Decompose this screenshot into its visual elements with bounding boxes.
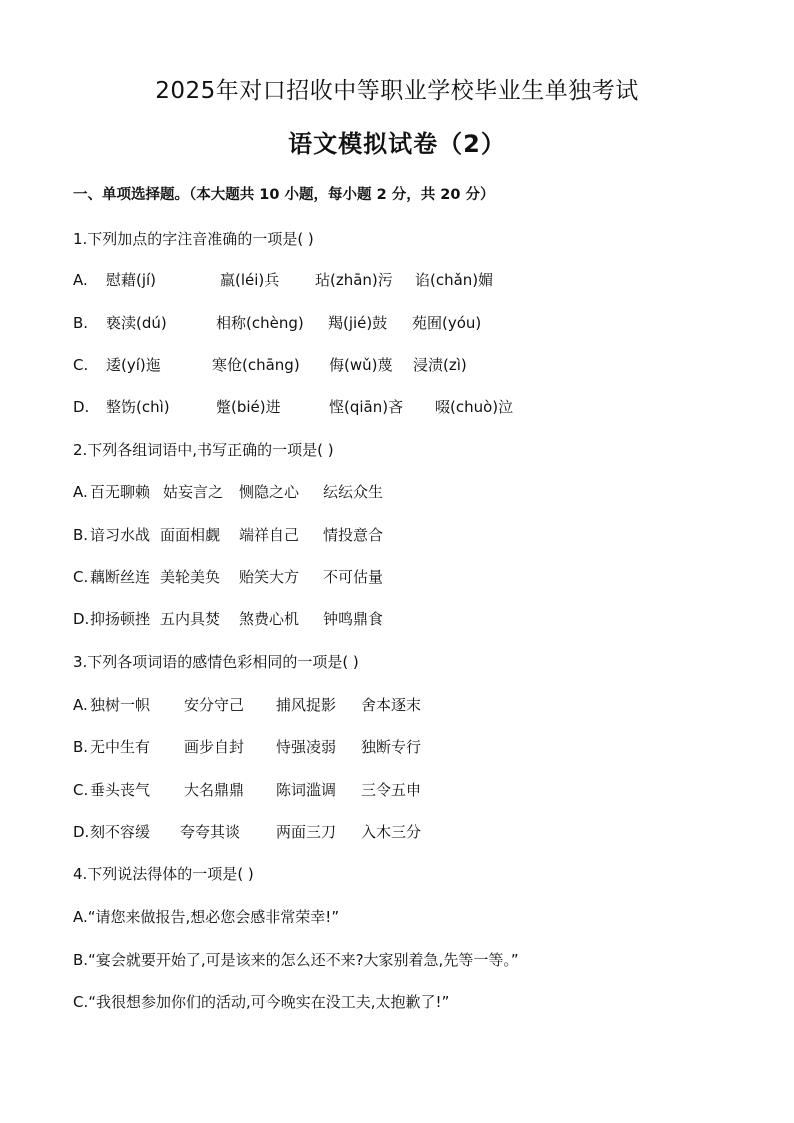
option-label: B. <box>73 738 89 756</box>
option-item: 相称(chèng) <box>216 314 304 332</box>
option-item: 情投意合 <box>323 526 384 544</box>
option-item: 安分守己 <box>184 696 245 714</box>
option-item: 钟鸣鼎食 <box>323 610 384 628</box>
option-item: 百无聊赖 <box>90 483 151 501</box>
question-1-stem: 1.下列加点的字注音准确的一项是( ) <box>73 230 314 248</box>
option-item: 蹩(bié)进 <box>216 398 281 416</box>
question-3-stem: 3.下列各项词语的感情色彩相同的一项是( ) <box>73 653 359 671</box>
option-item: 画步自封 <box>184 738 245 756</box>
option-label: A. <box>73 696 88 714</box>
option-item: 恃强凌弱 <box>276 738 337 756</box>
option-item: 不可估量 <box>323 568 384 586</box>
option-label: B. <box>73 314 89 332</box>
option-item: 两面三刀 <box>276 823 337 841</box>
option-label: A. <box>73 271 88 289</box>
option-item: 五内具焚 <box>160 610 221 628</box>
option-label: D. <box>73 398 90 416</box>
option-item: 入木三分 <box>361 823 422 841</box>
option-item: 纭纭众生 <box>323 483 384 501</box>
option-item: 大名鼎鼎 <box>184 781 245 799</box>
option-item: 姑妄言之 <box>163 483 224 501</box>
option-item: 煞费心机 <box>239 610 300 628</box>
option-item: 恻隐之心 <box>239 483 300 501</box>
option-item: 刻不容缓 <box>90 823 151 841</box>
option-item: 寒伧(chāng) <box>212 356 300 374</box>
question-4-option-c: C.“我很想参加你们的活动,可今晚实在没工夫,太抱歉了!” <box>73 993 450 1011</box>
option-item: 苑囿(yóu) <box>412 314 482 332</box>
option-label: C. <box>73 781 89 799</box>
option-item: 慰藉(jí) <box>106 271 157 289</box>
option-item: 羯(jié)鼓 <box>328 314 388 332</box>
question-1-option-c <box>73 353 467 377</box>
option-item: 啜(chuò)泣 <box>435 398 514 416</box>
question-4-stem: 4.下列说法得体的一项是( ) <box>73 865 254 883</box>
question-1-option-d <box>73 395 513 419</box>
question-3-option-a <box>73 693 421 717</box>
question-2-option-a <box>73 480 383 504</box>
option-item: 浸渍(zì) <box>413 356 467 374</box>
question-3-option-b <box>73 735 421 759</box>
option-item: 侮(wǔ)蔑 <box>329 356 393 374</box>
option-item: 垂头丧气 <box>90 781 151 799</box>
question-3-option-d <box>73 820 421 844</box>
question-4-option-a: A.“请您来做报告,想必您会感非常荣幸!” <box>73 908 340 926</box>
option-item: 舍本逐末 <box>361 696 422 714</box>
option-label: B. <box>73 526 89 544</box>
option-item: 面面相觑 <box>160 526 221 544</box>
option-item: 贻笑大方 <box>239 568 300 586</box>
option-item: 抑扬顿挫 <box>90 610 151 628</box>
question-3-option-c <box>73 778 421 802</box>
question-2-option-d <box>73 607 383 631</box>
option-item: 独树一帜 <box>90 696 151 714</box>
question-1-option-a <box>73 268 493 292</box>
option-item: 整饬(chì) <box>106 398 170 416</box>
question-2-option-c <box>73 565 383 589</box>
question-4-option-b: B.“宴会就要开始了,可是该来的怎么还不来?大家别着急,先等一等。” <box>73 951 519 969</box>
option-item: 悭(qiān)吝 <box>329 398 404 416</box>
option-item: 三令五申 <box>361 781 422 799</box>
option-item: 无中生有 <box>90 738 151 756</box>
exam-title: 2025年对口招收中等职业学校毕业生单独考试 <box>155 78 639 104</box>
option-label: D. <box>73 610 90 628</box>
option-item: 羸(léi)兵 <box>220 271 280 289</box>
option-label: C. <box>73 568 89 586</box>
option-label: A. <box>73 483 88 501</box>
question-1-option-b <box>73 311 481 335</box>
option-item: 玷(zhān)污 <box>315 271 393 289</box>
question-2-stem: 2.下列各组词语中,书写正确的一项是( ) <box>73 441 334 459</box>
option-item: 藕断丝连 <box>90 568 151 586</box>
option-item: 逶(yí)迤 <box>106 356 161 374</box>
option-item: 端祥自己 <box>239 526 300 544</box>
option-item: 谄(chǎn)媚 <box>415 271 494 289</box>
option-item: 亵渎(dú) <box>106 314 167 332</box>
exam-subtitle: 语文模拟试卷（2） <box>288 130 506 158</box>
option-label: D. <box>73 823 90 841</box>
section-heading: 一、单项选择题。（本大题共 10 小题，每小题 2 分，共 20 分） <box>73 187 495 203</box>
option-item: 美轮美奂 <box>160 568 221 586</box>
option-item: 谙习水战 <box>90 526 151 544</box>
option-label: C. <box>73 356 89 374</box>
option-item: 陈词滥调 <box>276 781 337 799</box>
option-item: 独断专行 <box>361 738 422 756</box>
question-2-option-b <box>73 523 383 547</box>
option-item: 夸夸其谈 <box>180 823 241 841</box>
option-item: 捕风捉影 <box>276 696 337 714</box>
